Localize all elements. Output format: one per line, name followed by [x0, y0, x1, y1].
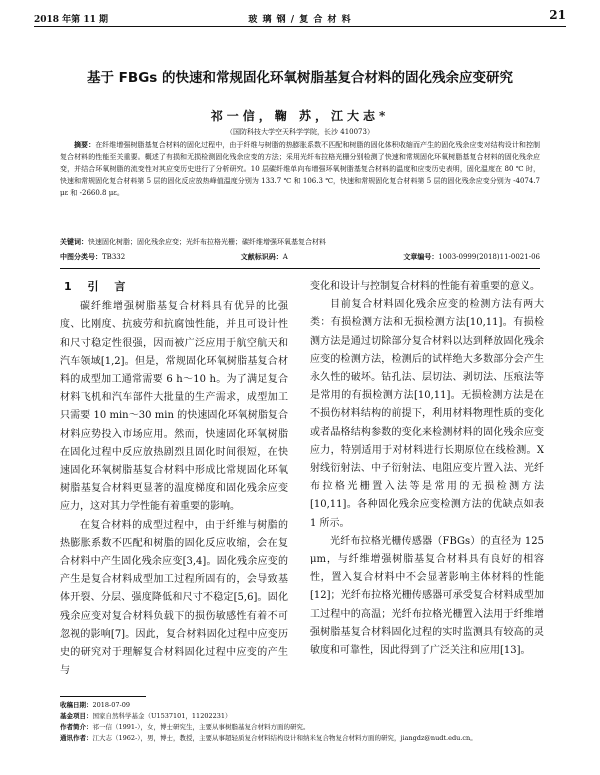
right-column: [310, 278, 544, 660]
abstract-text: 在纤维增强树脂基复合材料的固化过程中，由于纤维与树脂的热膨胀系数不匹配和树脂的固化体积收缩而产生的固化残余应变对结构设计和控制复合材料的性能至关重要。概述了有损和无损检测固化残余应变的方法；采用光纤布拉格光栅分别检测了快速和常规固化环氧树脂基复合材料的固化残余应变，并结合环氧树脂的流变性对其应变历史进行了分析研究。10 层碳纤维单向布增强环氧树脂基复合材料的温度和应变历史表明，固化温度在 80 ℃ 时，快速和常规固化复合材料第 5 层的固化反应放热峰值温度分别为 133.7 ℃ 和 106.3 ℃，快速和常规固化复合材料第 5 层的固化残余应变分别为 -4074.7 με 和 -2660.8 με。: [60, 141, 541, 197]
body-paragraph: 目前复合材料固化残余应变的检测方法有两大类：有损检测方法和无损检测方法[10,11]。有损检测方法是通过切除部分复合材料以达到释放固化残余应变的检测方法，检测后的试样绝大多数部分会产生永久性的破坏。钻孔法、层切法、剥切法、压痕法等是常用的有损检测方法[10,11]。无损检测方法是在不损伤材料结构的前提下，利用材料物理性质的变化或者晶格结构参数的变化来检测材料的固化残余应变应力，特别适用于对材料进行长期原位在线检测。X 射线衍射法、中子衍射法、电阻应变片置入法、光纤布拉格光栅置入法等是常用的无损检测方法[10,11]。各种固化残余应变检测方法的优缺点如表 1 所示。: [310, 299, 544, 529]
article-number-entry: 文章编号：1003-0999(2018)11-0021-06: [403, 252, 540, 261]
keywords: [60, 236, 540, 248]
section-divider: [60, 268, 540, 269]
running-header: [34, 8, 566, 26]
body-paragraph: 在复合材料的成型过程中，由于纤维与树脂的热膨胀系数不匹配和树脂的固化反应收缩，会在复合材料中产生固化残余应变[3,4]。固化残余应变的产生是复合材料成型加工过程所固有的，会导致基体开裂、分层、强度降低和尺寸不稳定[5,6]。固化残余应变对复合材料负载下的损伤敏感性有着不可忽视的影响[7]。因此，复合材料固化过程中应变历史的研究对于理解复合材料固化过程中应变的产生与: [60, 519, 288, 677]
abstract: [60, 139, 540, 199]
doc-code-entry: 文献标识码：A: [240, 252, 288, 261]
paper-title: 基于 FBGs 的快速和常规固化环氧树脂基复合材料的固化残余应变研究: [86, 70, 514, 86]
page-number: 21: [549, 8, 566, 22]
footnote-author-bio: 作者简介：祁一信（1991-），女，博士研究生，主要从事树脂基复合材料方面的研究。: [60, 723, 310, 731]
footnote-corresponding: 通讯作者：江大志（1962-），男，博士，教授，主要从事超轻质复合材料结构设计和纳米复合物复合材料方面的研究，jiangdz@nudt.edu.cn。: [60, 734, 477, 742]
footnotes: [60, 700, 540, 744]
body-paragraph: 碳纤维增强树脂基复合材料具有优异的比强度、比刚度、抗疲劳和抗腐蚀性能，并且可设计性和尺寸稳定性很强，因而被广泛应用于航空航天和汽车领域[1,2]。但是，常规固化环氧树脂基复合材料的成型加工通常需要 6 h～10 h。为了满足复合材料飞机和汽车部件大批量的生产需求，成型加工只需要 10 min～30 min 的快速固化环氧树脂复合材料应势投入市场应用。然而，快速固化环氧树脂在固化过程中反应放热剧烈且固化时间很短，在快速固化环氧树脂基复合材料中形成比常规固化环氧树脂基复合材料更显著的温度梯度和固化残余应变应力，这对其力学性能有着重要的影响。: [60, 301, 288, 513]
footnote-received: 收稿日期：2018-07-09: [60, 701, 130, 709]
affiliation: （国防科技大学空天科学学院，长沙 410073）: [226, 128, 374, 136]
section-heading: 1 引 言: [64, 280, 132, 293]
author-list: 祁一信，鞠 苏，江大志*: [210, 109, 390, 123]
clc-entry: 中图分类号：TB332: [60, 252, 126, 261]
abstract-label: 摘要：: [74, 140, 96, 149]
body-paragraph: 变化和设计与控制复合材料的性能有着重要的意义。: [310, 281, 540, 292]
body-paragraph: 光纤布拉格光栅传感器（FBGs）的直径为 125 μm，与纤维增强树脂基复合材料具有良好的相容性，置入复合材料中不会显著影响主体材料的性能[12]；光纤布拉格光栅传感器可承受复合材料成型加工过程中的高温；光纤布拉格光栅置入法用于纤维增强树脂基复合材料固化过程的实时监测具有较高的灵敏度和可靠性，因此得到了广泛关注和应用[13]。: [310, 535, 544, 657]
footnote-rule: [60, 696, 146, 697]
footnote-funding: 基金项目：国家自然科学基金（U1537101，11202231）: [60, 712, 232, 720]
keywords-text: 快速固化树脂；固化残余应变；光纤布拉格光栅；碳纤维增强环氧基复合材料: [88, 238, 326, 246]
classification-line: [60, 252, 540, 262]
journal-name: 玻 璃 钢 / 复 合 材 料: [248, 15, 352, 25]
keywords-label: 关键词：: [60, 237, 88, 246]
header-rule: [34, 26, 566, 27]
issue-label: 2018 年第 11 期: [34, 15, 108, 25]
left-column: [60, 278, 288, 680]
